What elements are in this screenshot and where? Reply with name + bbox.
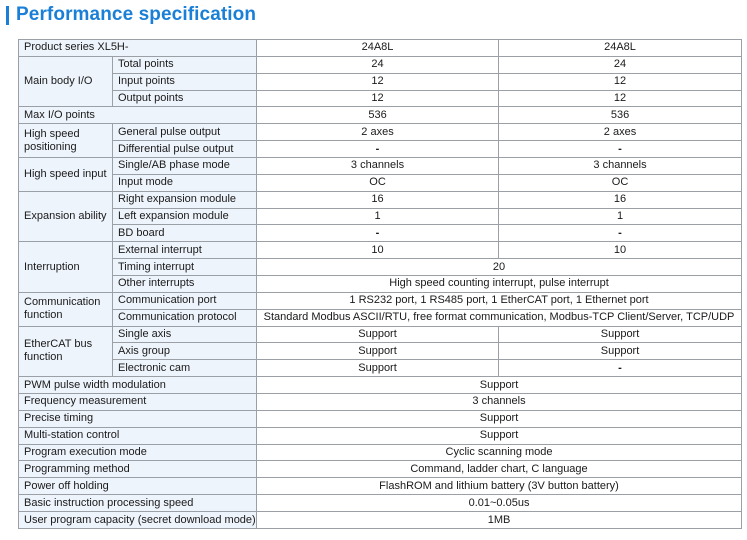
sub-label: Axis group [113, 343, 257, 360]
value-cell: - [257, 225, 499, 242]
value-cell: 16 [499, 191, 742, 208]
group-label: Main body I/O [19, 56, 113, 107]
value-cell: 10 [499, 242, 742, 259]
table-row [19, 56, 742, 73]
table-row [19, 40, 742, 57]
row-label: Power off holding [19, 478, 257, 495]
value-cell: 1 RS232 port, 1 RS485 port, 1 EtherCAT port, 1 Ethernet port [257, 292, 742, 309]
sub-label: General pulse output [113, 124, 257, 141]
sub-label: Single axis [113, 326, 257, 343]
value-cell: Support [257, 326, 499, 343]
title-accent-bar [6, 6, 9, 25]
value-cell: 24 [499, 56, 742, 73]
value-cell: 12 [257, 73, 499, 90]
sub-label: Output points [113, 90, 257, 107]
value-cell: Standard Modbus ASCII/RTU, free format communication, Modbus-TCP Client/Server, TCP/UDP [257, 309, 742, 326]
row-label: Programming method [19, 461, 257, 478]
group-label: EtherCAT bus function [19, 326, 113, 377]
value-cell: 16 [257, 191, 499, 208]
table-row [19, 174, 742, 191]
value-cell: Support [257, 427, 742, 444]
table-row [19, 461, 742, 478]
row-label: Frequency measurement [19, 394, 257, 411]
sub-label: Input points [113, 73, 257, 90]
table-row [19, 326, 742, 343]
group-label: Communication function [19, 292, 113, 326]
table-row [19, 208, 742, 225]
row-label: Max I/O points [19, 107, 257, 124]
value-cell: 12 [499, 90, 742, 107]
model-b: 24A8L [499, 40, 742, 57]
row-label: User program capacity (secret download mode) [19, 512, 257, 529]
row-label: Basic instruction processing speed [19, 495, 257, 512]
table-row [19, 377, 742, 394]
table-row [19, 158, 742, 175]
section-title [6, 3, 256, 27]
value-cell: 536 [257, 107, 499, 124]
sub-label: Differential pulse output [113, 141, 257, 158]
value-cell: 3 channels [499, 158, 742, 175]
table-row [19, 225, 742, 242]
value-cell: OC [499, 174, 742, 191]
page-title: Performance specification [16, 4, 257, 25]
value-cell: 12 [257, 90, 499, 107]
row-label: Precise timing [19, 410, 257, 427]
table-row [19, 394, 742, 411]
table-row [19, 107, 742, 124]
table-row [19, 360, 742, 377]
value-cell: 536 [499, 107, 742, 124]
table-row [19, 495, 742, 512]
table-row [19, 242, 742, 259]
value-cell: 0.01~0.05us [257, 495, 742, 512]
value-cell: - [499, 360, 742, 377]
model-a: 24A8L [257, 40, 499, 57]
value-cell: Support [257, 360, 499, 377]
value-cell: 1MB [257, 512, 742, 529]
table-row [19, 292, 742, 309]
table-row [19, 343, 742, 360]
spec-table [18, 39, 742, 529]
sub-label: Communication protocol [113, 309, 257, 326]
value-cell: - [257, 141, 499, 158]
value-cell: Support [499, 326, 742, 343]
value-cell: Command, ladder chart, C language [257, 461, 742, 478]
table-row [19, 410, 742, 427]
table-row [19, 478, 742, 495]
sub-label: Communication port [113, 292, 257, 309]
group-label: Interruption [19, 242, 113, 293]
row-label: Program execution mode [19, 444, 257, 461]
value-cell: - [499, 225, 742, 242]
group-label: High speed input [19, 158, 113, 192]
value-cell: 2 axes [499, 124, 742, 141]
sub-label: External interrupt [113, 242, 257, 259]
sub-label: Input mode [113, 174, 257, 191]
group-label: High speed positioning [19, 124, 113, 158]
sub-label: Other interrupts [113, 276, 257, 293]
value-cell: Cyclic scanning mode [257, 444, 742, 461]
value-cell: 12 [499, 73, 742, 90]
table-row [19, 427, 742, 444]
table-row [19, 276, 742, 293]
sub-label: BD board [113, 225, 257, 242]
table-row [19, 444, 742, 461]
sub-label: Timing interrupt [113, 259, 257, 276]
value-cell: 3 channels [257, 394, 742, 411]
row-label: PWM pulse width modulation [19, 377, 257, 394]
table-row [19, 309, 742, 326]
value-cell: Support [257, 377, 742, 394]
value-cell: 1 [499, 208, 742, 225]
table-row [19, 124, 742, 141]
value-cell: 3 channels [257, 158, 499, 175]
table-row [19, 191, 742, 208]
header-label: Product series XL5H- [19, 40, 257, 57]
value-cell: 2 axes [257, 124, 499, 141]
value-cell: FlashROM and lithium battery (3V button battery) [257, 478, 742, 495]
table-row [19, 259, 742, 276]
value-cell: Support [257, 410, 742, 427]
value-cell: 1 [257, 208, 499, 225]
group-label: Expansion ability [19, 191, 113, 242]
value-cell: Support [257, 343, 499, 360]
value-cell: Support [499, 343, 742, 360]
table-row [19, 141, 742, 158]
value-cell: - [499, 141, 742, 158]
value-cell: High speed counting interrupt, pulse interrupt [257, 276, 742, 293]
value-cell: 10 [257, 242, 499, 259]
table-row [19, 512, 742, 529]
value-cell: OC [257, 174, 499, 191]
sub-label: Right expansion module [113, 191, 257, 208]
sub-label: Single/AB phase mode [113, 158, 257, 175]
row-label: Multi-station control [19, 427, 257, 444]
sub-label: Electronic cam [113, 360, 257, 377]
value-cell: 20 [257, 259, 742, 276]
sub-label: Total points [113, 56, 257, 73]
table-row [19, 90, 742, 107]
value-cell: 24 [257, 56, 499, 73]
table-row [19, 73, 742, 90]
sub-label: Left expansion module [113, 208, 257, 225]
